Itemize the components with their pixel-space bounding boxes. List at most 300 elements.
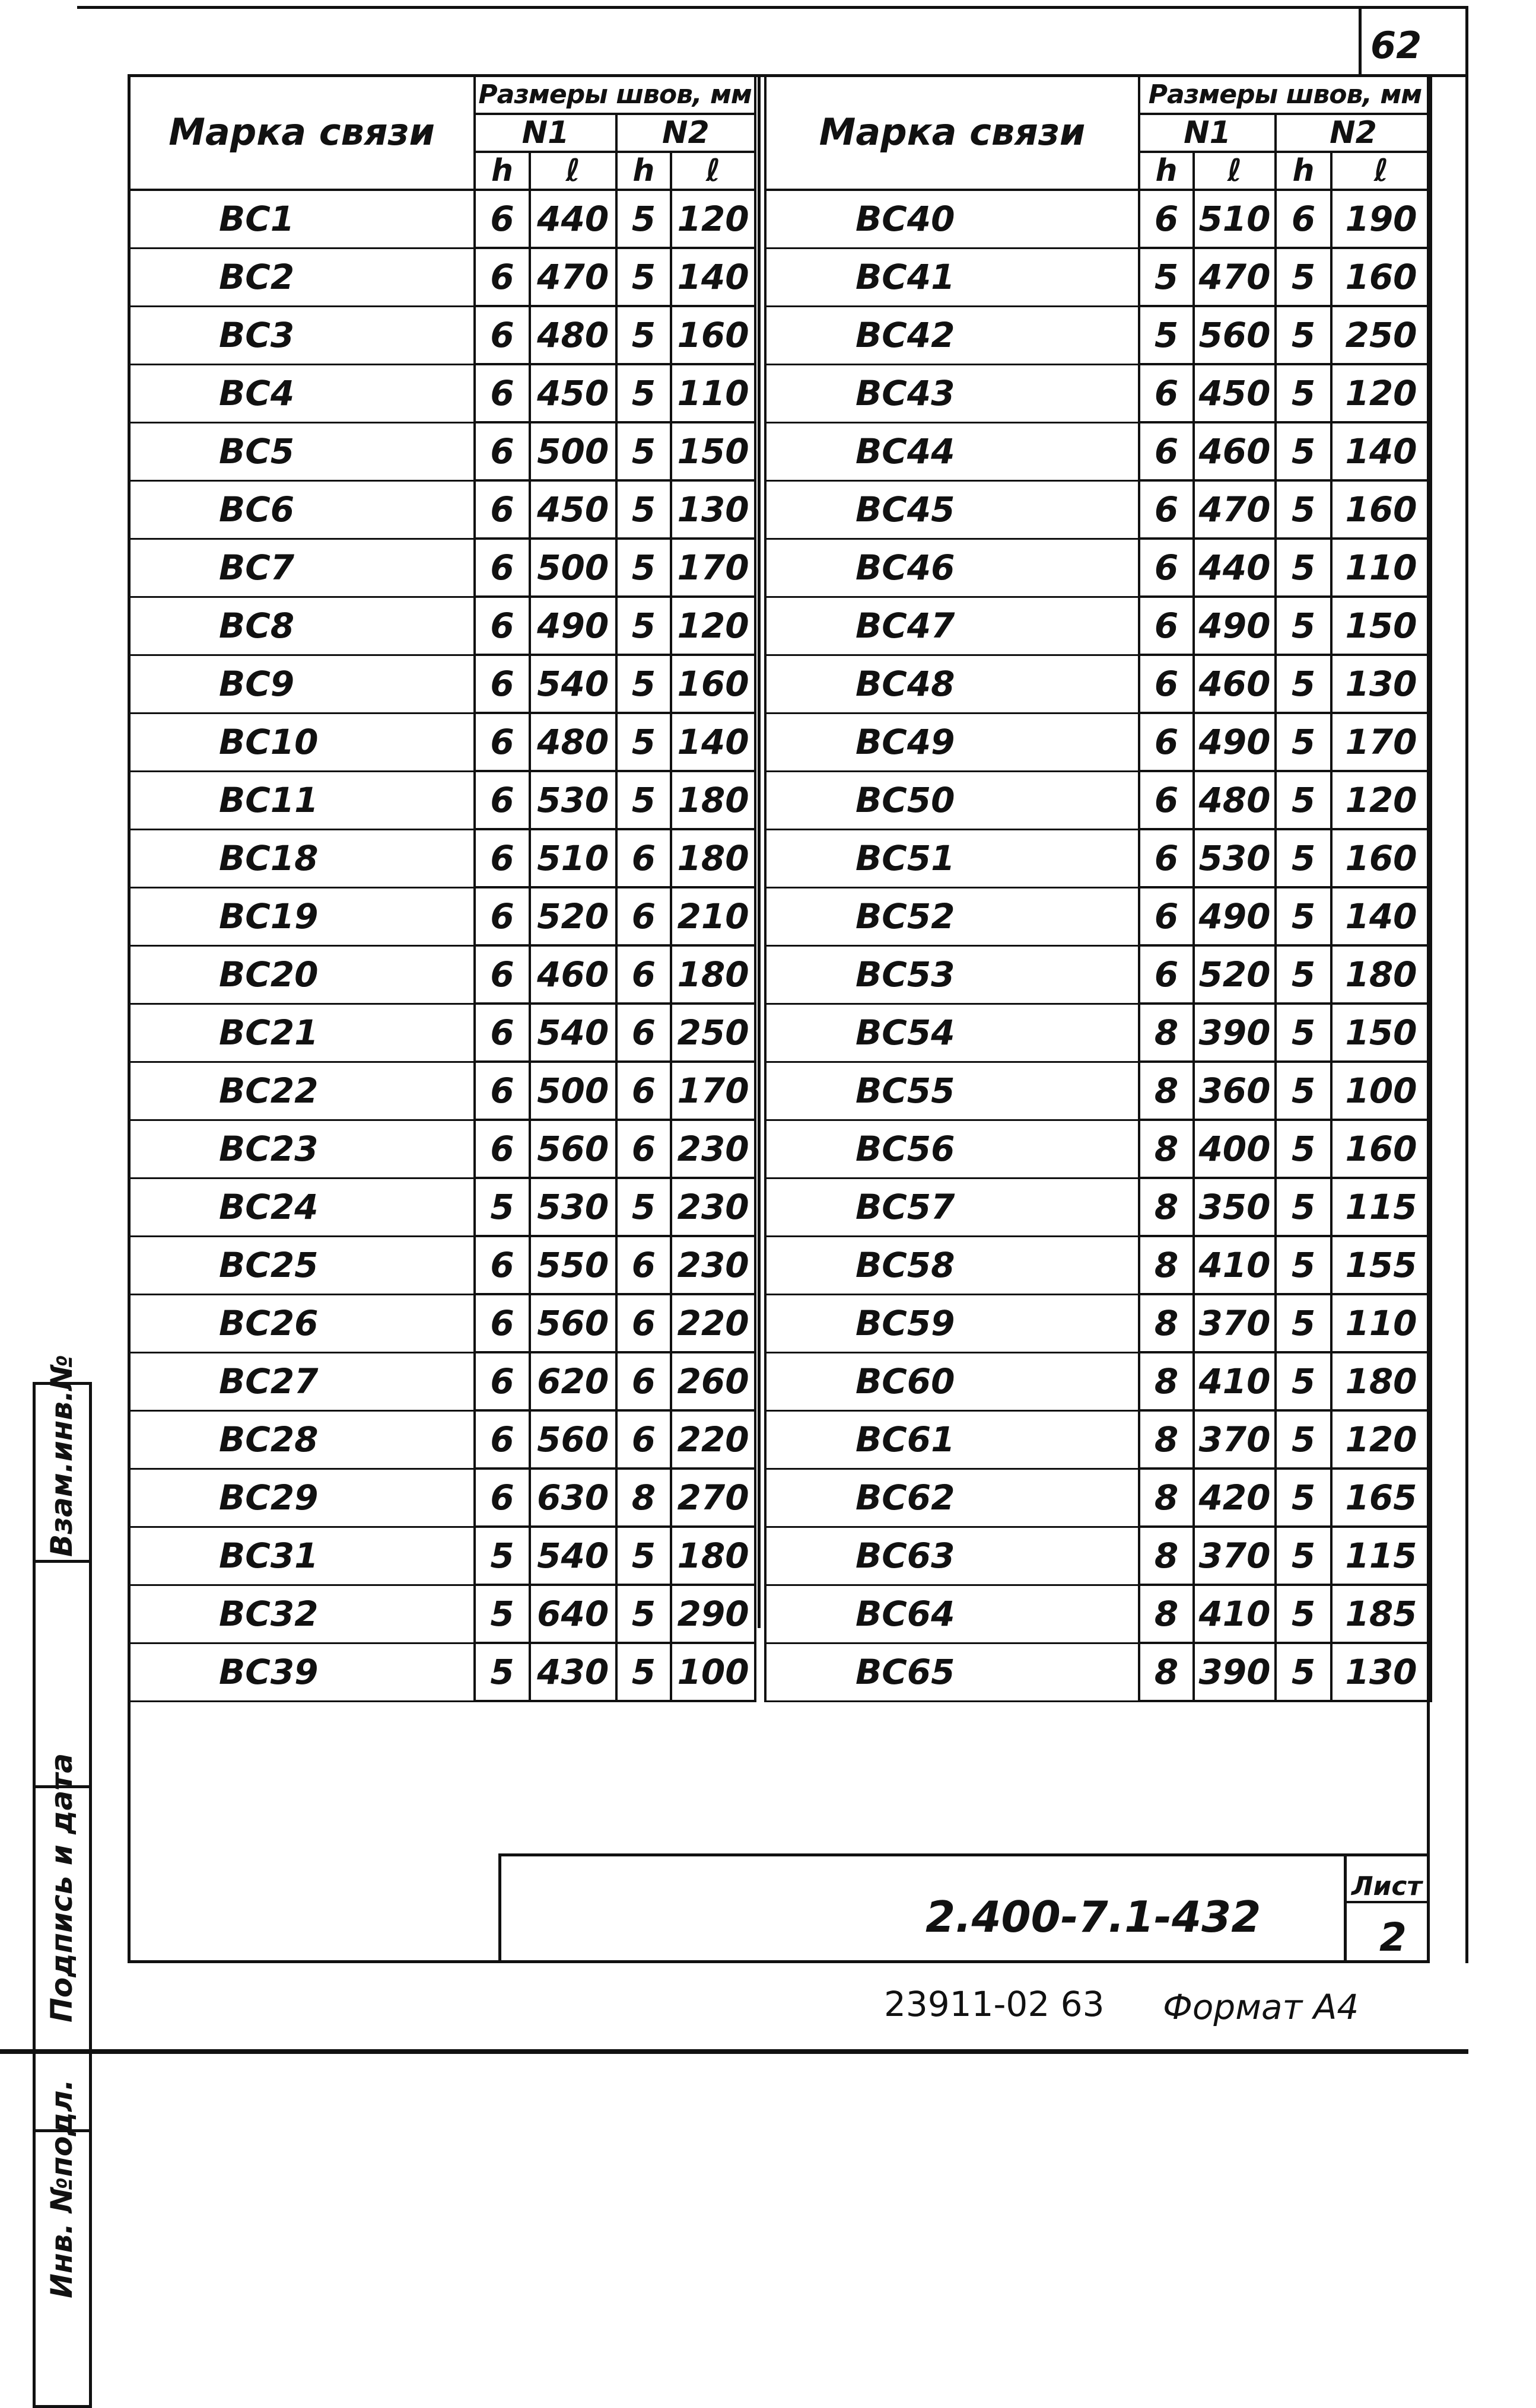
table-row <box>129 1294 755 1352</box>
page-number: 62 <box>1370 24 1422 67</box>
table-row <box>129 1352 755 1410</box>
h2-cell: 5 <box>616 713 672 771</box>
mark-cell: ВС25 <box>129 1236 475 1294</box>
column-header-mark: Марка связи <box>129 75 475 190</box>
h1-cell: 6 <box>1139 713 1194 771</box>
h1-cell: 6 <box>475 1236 530 1294</box>
table-row <box>129 480 755 539</box>
l1-cell: 460 <box>1194 422 1276 480</box>
l2-cell: 160 <box>1331 829 1431 887</box>
l1-cell: 490 <box>1194 597 1276 655</box>
mark-cell: ВС5 <box>129 422 475 480</box>
h2-cell: 5 <box>616 364 672 422</box>
table-row <box>129 887 755 945</box>
l1-cell: 450 <box>530 364 616 422</box>
h1-cell: 8 <box>1139 1410 1194 1469</box>
l1-cell: 560 <box>530 1294 616 1352</box>
l2-cell: 120 <box>1331 771 1431 829</box>
mark-cell: ВС19 <box>129 887 475 945</box>
h1-cell: 5 <box>475 1527 530 1585</box>
h1-cell: 6 <box>1139 945 1194 1004</box>
table-row <box>129 1120 755 1178</box>
h2-cell: 5 <box>1276 597 1331 655</box>
h2-cell: 6 <box>616 829 672 887</box>
l1-cell: 480 <box>530 306 616 364</box>
l2-cell: 120 <box>671 597 755 655</box>
h1-cell: 6 <box>475 1120 530 1178</box>
table-row <box>765 887 1431 945</box>
h2-cell: 5 <box>1276 306 1331 364</box>
table-row <box>129 597 755 655</box>
l1-cell: 400 <box>1194 1120 1276 1178</box>
h2-cell: 5 <box>1276 713 1331 771</box>
mark-cell: ВС46 <box>765 539 1139 597</box>
mark-cell: ВС24 <box>129 1178 475 1236</box>
mark-cell: ВС53 <box>765 945 1139 1004</box>
signature-date-label: Подпись и дата <box>44 1753 79 2022</box>
h2-cell: 5 <box>1276 1410 1331 1469</box>
left-table <box>128 74 756 1702</box>
l2-cell: 110 <box>1331 1294 1431 1352</box>
h2-cell: 5 <box>616 1643 672 1701</box>
l1-cell: 630 <box>530 1469 616 1527</box>
table-row <box>129 655 755 713</box>
l1-cell: 410 <box>1194 1236 1276 1294</box>
h2-cell: 5 <box>1276 1120 1331 1178</box>
h1-cell: 6 <box>1139 829 1194 887</box>
side-stamp-divider-1 <box>33 1560 92 1563</box>
l1-cell: 480 <box>1194 771 1276 829</box>
h1-cell: 6 <box>1139 597 1194 655</box>
h1-cell: 6 <box>475 364 530 422</box>
mark-cell: ВС6 <box>129 480 475 539</box>
mark-cell: ВС9 <box>129 655 475 713</box>
table-row <box>765 1585 1431 1643</box>
l2-cell: 130 <box>671 480 755 539</box>
column-header-dimensions: Размеры швов, мм <box>1139 75 1431 114</box>
mark-cell: ВС57 <box>765 1178 1139 1236</box>
l1-cell: 540 <box>530 1004 616 1062</box>
h2-cell: 6 <box>616 1410 672 1469</box>
mark-cell: ВС21 <box>129 1004 475 1062</box>
l2-cell: 140 <box>1331 887 1431 945</box>
l2-cell: 220 <box>671 1410 755 1469</box>
l2-cell: 250 <box>671 1004 755 1062</box>
h1-cell: 6 <box>475 248 530 306</box>
l2-cell: 150 <box>1331 1004 1431 1062</box>
column-header-mark: Марка связи <box>765 75 1139 190</box>
l2-cell: 290 <box>671 1585 755 1643</box>
column-header-h2: h <box>616 152 672 190</box>
mark-cell: ВС31 <box>129 1527 475 1585</box>
table-row <box>765 1352 1431 1410</box>
l2-cell: 180 <box>671 1527 755 1585</box>
h1-cell: 5 <box>1139 306 1194 364</box>
mark-cell: ВС52 <box>765 887 1139 945</box>
mark-cell: ВС26 <box>129 1294 475 1352</box>
h2-cell: 5 <box>616 248 672 306</box>
l1-cell: 500 <box>530 1062 616 1120</box>
mark-cell: ВС49 <box>765 713 1139 771</box>
l1-cell: 470 <box>530 248 616 306</box>
h1-cell: 6 <box>1139 422 1194 480</box>
table-row <box>129 1469 755 1527</box>
h2-cell: 8 <box>616 1469 672 1527</box>
l1-cell: 460 <box>1194 655 1276 713</box>
l1-cell: 540 <box>530 655 616 713</box>
table-row <box>129 190 755 248</box>
h2-cell: 5 <box>1276 1469 1331 1527</box>
table-row <box>765 597 1431 655</box>
h1-cell: 8 <box>1139 1527 1194 1585</box>
l1-cell: 450 <box>1194 364 1276 422</box>
h1-cell: 8 <box>1139 1236 1194 1294</box>
h1-cell: 5 <box>1139 248 1194 306</box>
l1-cell: 620 <box>530 1352 616 1410</box>
h2-cell: 5 <box>616 422 672 480</box>
l1-cell: 490 <box>530 597 616 655</box>
h1-cell: 6 <box>475 771 530 829</box>
table-row <box>765 1294 1431 1352</box>
h2-cell: 6 <box>616 945 672 1004</box>
l2-cell: 180 <box>1331 945 1431 1004</box>
l1-cell: 450 <box>530 480 616 539</box>
h1-cell: 6 <box>475 887 530 945</box>
right-border-line <box>1465 6 1468 1963</box>
l1-cell: 560 <box>530 1120 616 1178</box>
l1-cell: 420 <box>1194 1469 1276 1527</box>
h1-cell: 8 <box>1139 1062 1194 1120</box>
table-row <box>129 1643 755 1701</box>
h1-cell: 6 <box>475 1352 530 1410</box>
h1-cell: 6 <box>475 1294 530 1352</box>
l1-cell: 520 <box>1194 945 1276 1004</box>
table-row <box>129 422 755 480</box>
h1-cell: 8 <box>1139 1178 1194 1236</box>
l2-cell: 110 <box>671 364 755 422</box>
h1-cell: 6 <box>1139 364 1194 422</box>
h2-cell: 5 <box>616 1527 672 1585</box>
h1-cell: 8 <box>1139 1585 1194 1643</box>
column-header-l1: ℓ <box>1194 152 1276 190</box>
l1-cell: 510 <box>530 829 616 887</box>
h1-cell: 8 <box>1139 1004 1194 1062</box>
mark-cell: ВС20 <box>129 945 475 1004</box>
l1-cell: 530 <box>530 771 616 829</box>
l1-cell: 560 <box>1194 306 1276 364</box>
h1-cell: 8 <box>1139 1352 1194 1410</box>
l1-cell: 470 <box>1194 480 1276 539</box>
mark-cell: ВС58 <box>765 1236 1139 1294</box>
h1-cell: 6 <box>475 713 530 771</box>
table-row <box>129 248 755 306</box>
h2-cell: 6 <box>616 1004 672 1062</box>
l2-cell: 210 <box>671 887 755 945</box>
table-row <box>765 248 1431 306</box>
h1-cell: 6 <box>475 1469 530 1527</box>
l2-cell: 100 <box>1331 1062 1431 1120</box>
column-header-h2: h <box>1276 152 1331 190</box>
table-row <box>129 1178 755 1236</box>
mark-cell: ВС64 <box>765 1585 1139 1643</box>
l2-cell: 130 <box>1331 1643 1431 1701</box>
table-row <box>765 480 1431 539</box>
l1-cell: 370 <box>1194 1410 1276 1469</box>
mark-cell: ВС3 <box>129 306 475 364</box>
table-row <box>129 306 755 364</box>
inv-no-label: Инв. №подл. <box>44 2079 79 2298</box>
l1-cell: 410 <box>1194 1352 1276 1410</box>
h2-cell: 6 <box>616 1062 672 1120</box>
table-row <box>765 1062 1431 1120</box>
mark-cell: ВС11 <box>129 771 475 829</box>
right-table <box>764 74 1432 1702</box>
l2-cell: 185 <box>1331 1585 1431 1643</box>
h2-cell: 5 <box>616 597 672 655</box>
table-row <box>765 829 1431 887</box>
l1-cell: 470 <box>1194 248 1276 306</box>
l2-cell: 170 <box>671 1062 755 1120</box>
sheet-number: 2 <box>1379 1915 1407 1960</box>
mark-cell: ВС27 <box>129 1352 475 1410</box>
mark-cell: ВС32 <box>129 1585 475 1643</box>
table-row <box>765 1004 1431 1062</box>
h2-cell: 5 <box>616 480 672 539</box>
h2-cell: 5 <box>1276 1236 1331 1294</box>
l1-cell: 430 <box>530 1643 616 1701</box>
mark-cell: ВС63 <box>765 1527 1139 1585</box>
l2-cell: 100 <box>671 1643 755 1701</box>
table-row <box>765 1236 1431 1294</box>
l1-cell: 390 <box>1194 1004 1276 1062</box>
l2-cell: 160 <box>1331 248 1431 306</box>
h2-cell: 5 <box>1276 829 1331 887</box>
l2-cell: 170 <box>1331 713 1431 771</box>
table-row <box>765 655 1431 713</box>
mark-cell: ВС42 <box>765 306 1139 364</box>
table-row <box>765 306 1431 364</box>
sheet-label: Лист <box>1351 1871 1422 1901</box>
mark-cell: ВС43 <box>765 364 1139 422</box>
table-row <box>129 1585 755 1643</box>
mark-cell: ВС65 <box>765 1643 1139 1701</box>
table-row <box>129 1236 755 1294</box>
column-header-l2: ℓ <box>671 152 755 190</box>
mark-cell: ВС22 <box>129 1062 475 1120</box>
table-row <box>765 364 1431 422</box>
h1-cell: 6 <box>475 1004 530 1062</box>
h2-cell: 5 <box>616 1585 672 1643</box>
table-row <box>765 771 1431 829</box>
h2-cell: 5 <box>1276 1178 1331 1236</box>
h2-cell: 5 <box>1276 1004 1331 1062</box>
mark-cell: ВС50 <box>765 771 1139 829</box>
h2-cell: 6 <box>616 1352 672 1410</box>
h1-cell: 6 <box>475 945 530 1004</box>
column-header-l2: ℓ <box>1331 152 1431 190</box>
h1-cell: 6 <box>1139 655 1194 713</box>
h2-cell: 6 <box>616 1294 672 1352</box>
h1-cell: 5 <box>475 1178 530 1236</box>
mark-cell: ВС55 <box>765 1062 1139 1120</box>
mark-cell: ВС7 <box>129 539 475 597</box>
h2-cell: 5 <box>1276 1585 1331 1643</box>
h2-cell: 5 <box>1276 1643 1331 1701</box>
h2-cell: 5 <box>1276 364 1331 422</box>
mark-cell: ВС54 <box>765 1004 1139 1062</box>
h2-cell: 5 <box>616 539 672 597</box>
l1-cell: 370 <box>1194 1527 1276 1585</box>
mark-cell: ВС62 <box>765 1469 1139 1527</box>
table-row <box>129 771 755 829</box>
column-header-h1: h <box>475 152 530 190</box>
h2-cell: 5 <box>1276 887 1331 945</box>
l2-cell: 180 <box>1331 1352 1431 1410</box>
l1-cell: 490 <box>1194 713 1276 771</box>
l1-cell: 540 <box>530 1527 616 1585</box>
mark-cell: ВС4 <box>129 364 475 422</box>
h2-cell: 5 <box>1276 771 1331 829</box>
l1-cell: 560 <box>530 1410 616 1469</box>
h2-cell: 6 <box>616 1120 672 1178</box>
l2-cell: 250 <box>1331 306 1431 364</box>
mark-cell: ВС61 <box>765 1410 1139 1469</box>
h2-cell: 5 <box>1276 1527 1331 1585</box>
l1-cell: 550 <box>530 1236 616 1294</box>
l1-cell: 480 <box>530 713 616 771</box>
table-row <box>765 945 1431 1004</box>
table-row <box>765 539 1431 597</box>
h1-cell: 5 <box>475 1585 530 1643</box>
l2-cell: 220 <box>671 1294 755 1352</box>
h1-cell: 8 <box>1139 1294 1194 1352</box>
l1-cell: 640 <box>530 1585 616 1643</box>
top-border-line <box>77 6 1468 9</box>
l2-cell: 130 <box>1331 655 1431 713</box>
l1-cell: 510 <box>1194 190 1276 248</box>
mark-cell: ВС10 <box>129 713 475 771</box>
side-stamp <box>33 1354 92 2408</box>
h1-cell: 6 <box>475 829 530 887</box>
h1-cell: 6 <box>1139 190 1194 248</box>
document-code: 2.400-7.1-432 <box>926 1892 1261 1942</box>
l2-cell: 115 <box>1331 1178 1431 1236</box>
l2-cell: 150 <box>671 422 755 480</box>
l2-cell: 110 <box>1331 539 1431 597</box>
l2-cell: 120 <box>671 190 755 248</box>
mark-cell: ВС1 <box>129 190 475 248</box>
h2-cell: 5 <box>616 190 672 248</box>
page-number-box-left <box>1359 6 1362 77</box>
l2-cell: 180 <box>671 829 755 887</box>
h1-cell: 8 <box>1139 1643 1194 1701</box>
l2-cell: 120 <box>1331 1410 1431 1469</box>
l1-cell: 370 <box>1194 1294 1276 1352</box>
column-header-n2: N2 <box>616 114 755 152</box>
table-row <box>765 1527 1431 1585</box>
h2-cell: 5 <box>616 655 672 713</box>
l2-cell: 115 <box>1331 1527 1431 1585</box>
left-table-body <box>129 190 755 1701</box>
replaced-inv-label: Взам.инв.№ <box>44 1354 79 1557</box>
bottom-border-line <box>0 2049 1468 2054</box>
l1-cell: 530 <box>530 1178 616 1236</box>
table-row <box>765 190 1431 248</box>
table-row <box>129 1004 755 1062</box>
l2-cell: 155 <box>1331 1236 1431 1294</box>
mark-cell: ВС28 <box>129 1410 475 1469</box>
l1-cell: 500 <box>530 539 616 597</box>
h2-cell: 5 <box>1276 422 1331 480</box>
l2-cell: 160 <box>1331 1120 1431 1178</box>
l2-cell: 230 <box>671 1120 755 1178</box>
l2-cell: 140 <box>671 713 755 771</box>
l2-cell: 180 <box>671 771 755 829</box>
h2-cell: 6 <box>616 887 672 945</box>
h1-cell: 6 <box>475 306 530 364</box>
l2-cell: 190 <box>1331 190 1431 248</box>
table-row <box>129 539 755 597</box>
h2-cell: 5 <box>1276 248 1331 306</box>
h2-cell: 5 <box>1276 539 1331 597</box>
mark-cell: ВС18 <box>129 829 475 887</box>
mark-cell: ВС29 <box>129 1469 475 1527</box>
mark-cell: ВС40 <box>765 190 1139 248</box>
h1-cell: 6 <box>475 422 530 480</box>
h1-cell: 6 <box>475 1410 530 1469</box>
mark-cell: ВС45 <box>765 480 1139 539</box>
l2-cell: 140 <box>1331 422 1431 480</box>
table-row <box>765 1643 1431 1701</box>
l2-cell: 150 <box>1331 597 1431 655</box>
table-row <box>129 1410 755 1469</box>
table-row <box>765 1120 1431 1178</box>
mark-cell: ВС39 <box>129 1643 475 1701</box>
h1-cell: 6 <box>475 480 530 539</box>
h1-cell: 6 <box>475 655 530 713</box>
h1-cell: 6 <box>1139 539 1194 597</box>
format-label: Формат А4 <box>1163 1987 1359 2027</box>
h1-cell: 6 <box>1139 480 1194 539</box>
h1-cell: 6 <box>1139 887 1194 945</box>
l1-cell: 410 <box>1194 1585 1276 1643</box>
column-header-n1: N1 <box>475 114 616 152</box>
h1-cell: 6 <box>1139 771 1194 829</box>
column-header-n1: N1 <box>1139 114 1276 152</box>
column-header-l1: ℓ <box>530 152 616 190</box>
table-separator-line <box>758 74 761 1628</box>
h2-cell: 5 <box>1276 655 1331 713</box>
h1-cell: 5 <box>475 1643 530 1701</box>
footer-code: 23911-02 63 <box>884 1984 1105 2024</box>
l2-cell: 170 <box>671 539 755 597</box>
h2-cell: 5 <box>616 306 672 364</box>
h1-cell: 8 <box>1139 1469 1194 1527</box>
l2-cell: 230 <box>671 1236 755 1294</box>
l2-cell: 160 <box>671 655 755 713</box>
title-block-divider-vertical <box>1344 1853 1347 1963</box>
l1-cell: 440 <box>1194 539 1276 597</box>
l1-cell: 460 <box>530 945 616 1004</box>
l2-cell: 120 <box>1331 364 1431 422</box>
h1-cell: 8 <box>1139 1120 1194 1178</box>
h2-cell: 6 <box>616 1236 672 1294</box>
table-row <box>765 1469 1431 1527</box>
h1-cell: 6 <box>475 190 530 248</box>
h2-cell: 6 <box>1276 190 1331 248</box>
l1-cell: 440 <box>530 190 616 248</box>
l2-cell: 160 <box>671 306 755 364</box>
